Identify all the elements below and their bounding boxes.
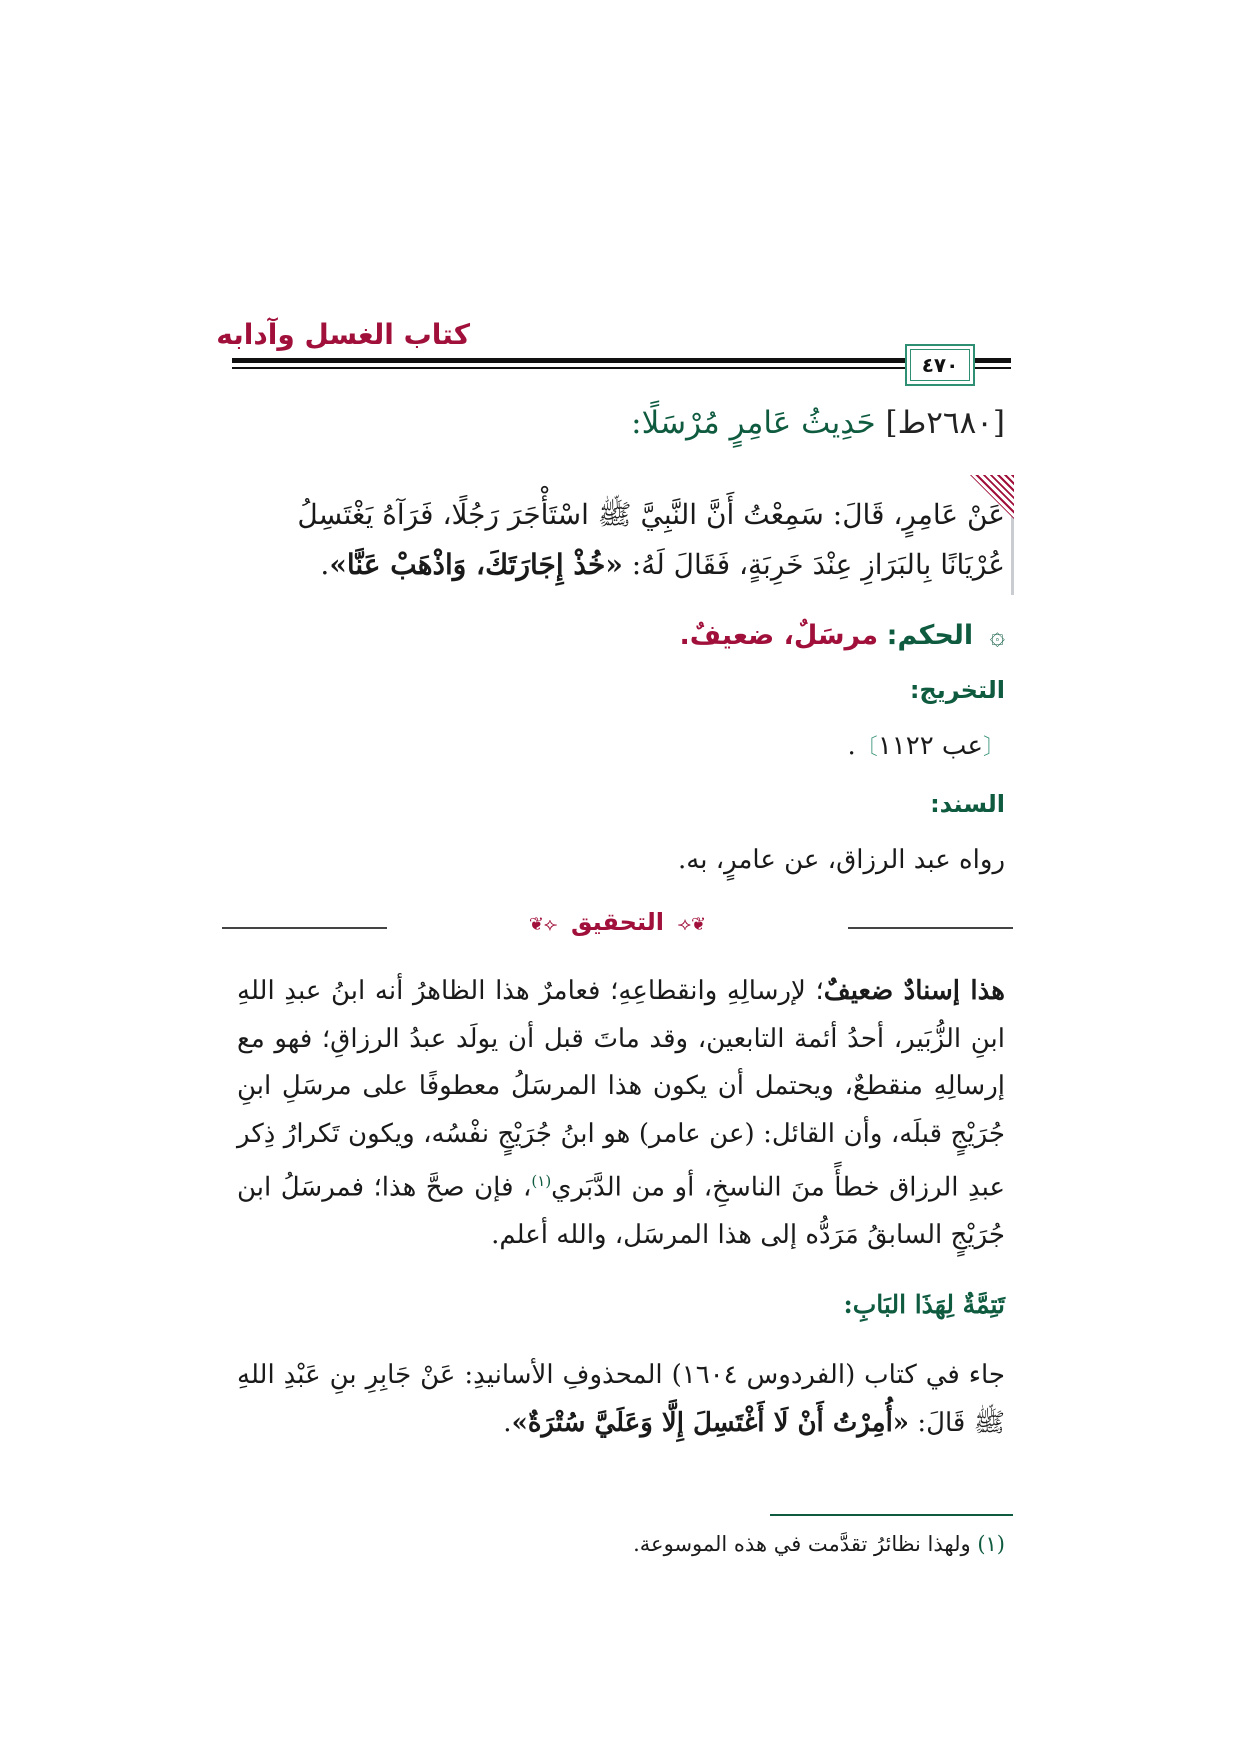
page-number-frame: [905, 344, 975, 386]
tahqiq-body-2: ، فإن صحَّ هذا؛ فمرسَلُ ابن جُرَيْجٍ السابقُ مَرَدُّه إلى هذا المرسَل، والله أعلم.: [237, 1172, 1005, 1251]
tahqiq-paragraph: [237, 968, 1005, 1260]
book-title: كتاب الغسل وآدابه: [216, 318, 470, 351]
takhrij-end: .: [847, 731, 856, 761]
divider-line-right: [848, 927, 1013, 929]
tahqiq-body-1: ؛ لإرسالِهِ وانقطاعِهِ؛ فعامرٌ هذا الظاهرُ أنه ابنُ عبدِ اللهِ ابنِ الزُّبَير، أحدُ أئمة التابعين، وقد ماتَ قبل أن يولَد عبدُ الرزاقِ؛ فهو مع إرسالِهِ منقطعٌ، ويحتمل أن يكون هذا المرسَلُ معطوفًا على مرسَلِ ابنِ جُرَيْجٍ قبلَه، وأن القائل: (عن عامر) هو ابنُ جُرَيْجٍ نفْسُه، ويكون تَكرارُ ذِكر عبدِ الرزاق خطأً منَ الناسخِ، أو من الدَّبَري: [237, 976, 1005, 1203]
sanad-text: رواه عبد الرزاق، عن عامرٍ، به.: [678, 845, 1005, 875]
hadith-title: حَدِيثُ عَامِرٍ مُرْسَلًا:: [631, 405, 876, 441]
hadith-heading: [631, 405, 1005, 441]
flower-ornament-icon: ۞: [989, 621, 1005, 651]
footnote-reference[interactable]: (١): [531, 1172, 552, 1190]
hadith-body: عَنْ عَامِرٍ، قَالَ: سَمِعْتُ أَنَّ النَّبِيَّ ﷺ اسْتَأْجَرَ رَجُلًا، فَرَآهُ يَغْتَسِلُ عُرْيَانًا بِالبَرَازِ عِنْدَ خَرِبَةٍ، فَقَالَ لَهُ:: [297, 498, 1005, 581]
bracket-close: 〕: [855, 735, 878, 760]
header-rule-thick: [232, 358, 1011, 363]
tatimma-quote: «أُمِرْتُ أَنْ لَا أَغْتَسِلَ إِلَّا وَعَلَيَّ سُتْرَةٌ»: [511, 1407, 910, 1438]
hadith-number: [٢٦٨٠ط]: [885, 405, 1005, 441]
tatimma-end: .: [503, 1407, 512, 1438]
footnote: [633, 1532, 1005, 1556]
header-rule-thin: [232, 367, 1011, 369]
takhrij-label: التخريج:: [909, 676, 1005, 704]
ruling-label: الحكم:: [886, 620, 974, 651]
bracket-open: 〔: [982, 735, 1005, 760]
divider-line-left: [222, 927, 387, 929]
sanad-label: السند:: [930, 790, 1005, 818]
tahqiq-lead: هذا إسنادٌ ضعيفٌ: [823, 976, 1005, 1006]
tahqiq-label: التحقيق: [570, 908, 665, 936]
divider-ornament-icon: ⟢❦: [528, 914, 558, 935]
tatimma-body: جاء في كتاب (الفردوس ١٦٠٤) المحذوفِ الأسانيدِ: عَنْ جَابِرِ بنِ عَبْدِ اللهِ ﷺ قَالَ:: [237, 1360, 1005, 1438]
footnote-text: ولهذا نظائرُ تقدَّمت في هذه الموسوعة.: [633, 1532, 971, 1556]
footnote-rule: [770, 1514, 1013, 1516]
hadith-end: .: [320, 548, 330, 581]
hadith-text: [237, 490, 1005, 590]
ruling: [679, 620, 1005, 651]
tahqiq-divider: [387, 908, 848, 936]
tatimma-heading: تَتِمَّةٌ لِهَذَا البَابِ:: [843, 1290, 1005, 1319]
page-number: ٤٧٠: [921, 353, 959, 377]
footnote-number: (١): [977, 1532, 1005, 1556]
hadith-quote: «خُذْ إِجَارَتَكَ، وَاذْهَبْ عَنَّا»: [329, 548, 623, 581]
tatimma-paragraph: [237, 1352, 1005, 1447]
divider-ornament-icon: ❦⟣: [677, 914, 707, 935]
ruling-value: مرسَلٌ، ضعيفٌ.: [679, 620, 879, 651]
takhrij-reference: [848, 730, 1005, 761]
takhrij-ref: عب ١١٢٢: [877, 731, 983, 761]
